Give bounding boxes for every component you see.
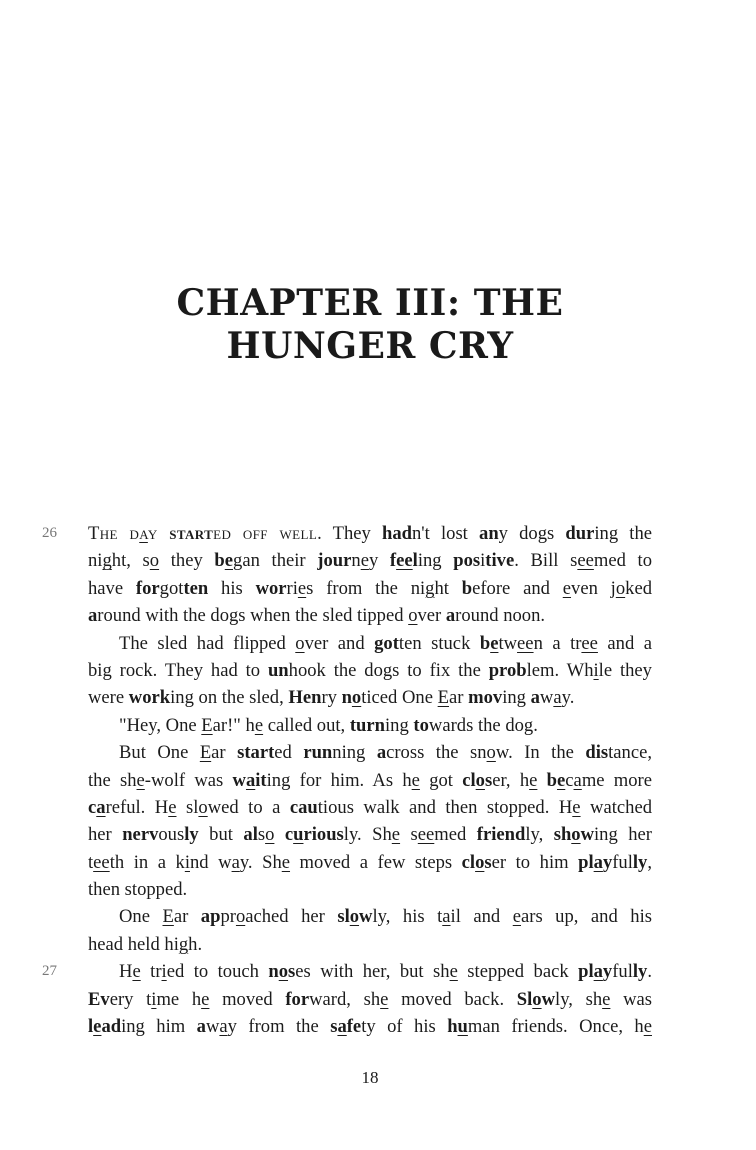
text-segment: ly,: [525, 824, 554, 846]
text-segment: then stopped.: [88, 879, 188, 901]
text-segment: y dogs: [498, 523, 566, 544]
text-segment: for: [135, 577, 160, 599]
text-segment: b: [214, 550, 225, 572]
text-segment: mov: [468, 687, 503, 709]
text-segment: e: [490, 632, 499, 654]
text-segment: w: [232, 769, 246, 791]
text-segment: nerv: [122, 824, 159, 846]
text-segment: a: [376, 742, 387, 764]
text-line: [88, 602, 652, 629]
text-segment: y from the: [227, 1016, 331, 1038]
text-segment: ,: [647, 851, 652, 873]
text-segment: H: [119, 961, 133, 983]
text-segment: pl: [578, 851, 594, 873]
text-segment: g: [102, 550, 112, 572]
text-segment: n: [268, 961, 279, 983]
text-segment: [225, 550, 233, 571]
text-segment: o: [615, 577, 626, 599]
text-segment: s: [400, 824, 418, 846]
text-segment: watched: [580, 796, 652, 818]
text-segment: an: [479, 523, 499, 544]
text-segment: ten stuck: [398, 632, 480, 654]
text-segment: had: [382, 523, 412, 544]
text-segment: ed: [274, 742, 304, 764]
text-segment: e: [602, 988, 611, 1010]
text-segment: a: [593, 961, 603, 983]
text-segment: o: [295, 632, 305, 654]
text-segment: a: [88, 605, 98, 627]
text-segment: but: [198, 824, 244, 846]
text-segment: ee: [417, 824, 435, 846]
text-segment: gan their: [233, 550, 318, 572]
text-segment: dis: [585, 742, 609, 764]
text-segment: called out,: [263, 714, 350, 736]
text-segment: ee: [577, 550, 594, 572]
text-segment: n: [341, 687, 352, 709]
text-line: [88, 931, 652, 958]
text-segment: n a tr: [533, 632, 582, 654]
text-segment: [476, 770, 485, 791]
text-segment: moved back.: [388, 988, 517, 1010]
line-number: 26: [42, 525, 57, 541]
text-segment: e: [168, 796, 177, 818]
text-segment: "Hey, One: [119, 714, 202, 736]
text-segment: round with the dogs when the sled tipped: [97, 605, 409, 627]
text-segment: .: [647, 961, 652, 983]
text-segment: e: [449, 961, 458, 983]
text-segment: y. Sh: [239, 851, 282, 873]
text-segment: e: [512, 906, 521, 928]
text-segment: ked: [625, 577, 652, 599]
text-segment: o: [149, 550, 160, 572]
text-segment: . Bill s: [514, 550, 578, 572]
text-line: [88, 712, 652, 739]
text-segment: me h: [156, 988, 202, 1010]
text-line: [88, 903, 652, 930]
text-segment: y: [147, 523, 170, 544]
text-segment: y: [602, 851, 613, 873]
text-segment: reful. H: [105, 796, 169, 818]
text-segment: med: [434, 824, 477, 846]
text-line: [88, 794, 652, 821]
text-segment: The d: [88, 523, 140, 544]
text-segment: ven j: [571, 577, 616, 599]
text-segment: the sh: [88, 769, 137, 791]
text-segment: efore and: [472, 577, 563, 599]
text-segment: s: [484, 851, 492, 873]
text-segment: ed to touch: [166, 961, 269, 983]
text-segment: a: [593, 851, 603, 873]
text-segment: ful: [612, 961, 633, 983]
text-line: [88, 876, 652, 903]
text-segment: t: [88, 851, 94, 873]
line-number: 27: [42, 963, 57, 979]
text-segment: [279, 961, 288, 982]
text-segment: [537, 770, 546, 791]
text-segment: wards the dog.: [428, 714, 538, 736]
text-segment: g: [178, 933, 189, 955]
text-segment: ap: [200, 906, 221, 928]
text-segment: rious: [303, 824, 344, 846]
text-segment: o: [475, 769, 485, 791]
text-segment: o: [486, 742, 496, 764]
text-segment: a: [530, 687, 540, 709]
text-segment: e: [380, 988, 389, 1010]
text-segment: ni: [88, 550, 103, 572]
text-segment: lem. Wh: [526, 659, 594, 681]
text-segment: w. In the: [495, 742, 586, 764]
text-segment: [396, 550, 413, 571]
text-segment: fe: [346, 1016, 362, 1038]
text-segment: ty of his: [361, 1016, 448, 1038]
text-segment: e: [572, 796, 581, 818]
text-segment: ri: [286, 577, 298, 599]
text-segment: w: [539, 687, 554, 709]
text-segment: cau: [289, 796, 318, 818]
text-segment: turn: [349, 714, 385, 736]
text-segment: y.: [561, 687, 575, 709]
text-segment: cl: [462, 769, 476, 791]
text-segment: s from the ni: [306, 577, 426, 599]
text-segment: ars up, and his: [521, 906, 652, 928]
text-segment: u: [457, 1016, 468, 1038]
text-segment: to: [413, 714, 429, 736]
text-segment: e: [136, 769, 145, 791]
text-segment: al: [243, 824, 258, 846]
text-segment: e: [411, 769, 420, 791]
text-segment: w: [359, 906, 373, 928]
text-segment: ver: [417, 605, 446, 627]
text-segment: a: [573, 769, 582, 791]
text-segment: they: [159, 550, 215, 572]
text-segment: a: [553, 687, 562, 709]
text-segment: moved a few steps: [290, 851, 462, 873]
text-segment: friend: [476, 824, 526, 846]
text-line: [88, 986, 652, 1013]
text-segment: ten: [183, 577, 209, 599]
text-segment: i: [151, 988, 157, 1010]
text-segment: ing him: [121, 1016, 197, 1038]
text-segment: -wolf was: [144, 769, 233, 791]
text-line: [88, 821, 652, 848]
text-segment: run: [303, 742, 333, 764]
text-segment: [594, 852, 603, 873]
text-segment: were: [88, 687, 129, 709]
text-line: [88, 684, 652, 711]
text-segment: er, h: [492, 769, 530, 791]
text-segment: ing: [502, 687, 531, 709]
text-segment: ad: [101, 1016, 122, 1038]
text-segment: ing: [417, 550, 454, 572]
text-segment: un: [267, 659, 289, 681]
text-segment: l: [88, 1016, 94, 1038]
text-segment: e: [132, 961, 141, 983]
text-segment: n: [351, 550, 361, 572]
text-segment: il and: [450, 906, 513, 928]
text-segment: ning: [332, 742, 377, 764]
text-segment: g: [425, 577, 435, 599]
text-segment: wed to a: [207, 796, 290, 818]
text-segment: head held hi: [88, 933, 179, 955]
text-segment: ly, sh: [555, 988, 603, 1010]
text-segment: sh: [553, 824, 572, 846]
text-segment: ached her: [245, 906, 338, 928]
text-segment: b: [461, 577, 473, 599]
text-segment: l: [412, 550, 418, 572]
text-segment: s: [288, 961, 296, 983]
text-segment: e: [281, 851, 291, 873]
text-segment: ing for him. As h: [266, 769, 412, 791]
text-segment: u: [293, 824, 304, 846]
text-segment: Sl: [516, 988, 533, 1010]
text-segment: his: [208, 577, 256, 599]
text-segment: h.: [188, 933, 203, 955]
text-segment: ing her: [594, 824, 652, 846]
text-segment: f: [389, 550, 397, 572]
text-segment: [246, 770, 255, 791]
text-segment: [594, 961, 603, 982]
text-segment: ward, sh: [309, 988, 381, 1010]
text-segment: e: [557, 769, 566, 791]
text-segment: tw: [498, 632, 518, 654]
text-segment: s: [257, 824, 266, 846]
text-segment: e: [93, 1016, 102, 1038]
text-segment: got: [374, 632, 399, 654]
text-segment: me more: [581, 769, 652, 791]
text-segment: e: [391, 824, 401, 846]
text-segment: o: [278, 961, 289, 983]
text-line: [88, 1013, 652, 1040]
text-segment: [475, 852, 484, 873]
text-segment: [352, 687, 361, 708]
text-segment: [458, 1016, 468, 1037]
text-segment: ee: [93, 851, 110, 873]
text-segment: w: [580, 824, 595, 846]
text-segment: h: [447, 1016, 458, 1038]
text-segment: w: [541, 988, 556, 1010]
text-segment: e: [201, 988, 210, 1010]
text-line: [88, 520, 652, 547]
chapter-title-line-1: CHAPTER III: THE: [176, 282, 564, 324]
text-line: [88, 767, 652, 794]
text-line: [88, 849, 652, 876]
text-segment: tious walk and then stopped. H: [317, 796, 573, 818]
text-segment: pl: [578, 961, 594, 983]
text-segment: jour: [317, 550, 352, 572]
text-segment: ed off well: [213, 523, 318, 544]
text-segment: i: [593, 659, 599, 681]
text-line: [88, 958, 652, 985]
text-segment: a: [337, 1016, 347, 1038]
text-segment: o: [475, 851, 485, 873]
text-segment: ing on the sled,: [170, 687, 289, 709]
text-segment: e: [529, 769, 538, 791]
text-segment: it: [255, 769, 267, 791]
text-segment: i: [184, 851, 190, 873]
text-segment: and a: [597, 632, 652, 654]
text-segment: ery t: [109, 988, 152, 1010]
text-segment: moved: [209, 988, 286, 1010]
text-segment: ee: [517, 632, 534, 654]
text-segment: E: [201, 714, 213, 736]
text-segment: sl: [337, 906, 350, 928]
text-segment: wor: [255, 577, 287, 599]
text-segment: o: [235, 906, 246, 928]
text-segment: th in a k: [109, 851, 185, 873]
text-segment: E: [199, 742, 212, 764]
text-segment: ry: [321, 687, 342, 709]
text-segment: a: [442, 906, 451, 928]
text-segment: a: [231, 851, 240, 873]
text-segment: have: [88, 577, 136, 599]
text-segment: i: [161, 961, 167, 983]
text-segment: But One: [119, 742, 200, 764]
text-segment: E: [437, 687, 449, 709]
text-segment: o: [198, 796, 208, 818]
text-segment: o: [265, 824, 275, 846]
text-segment: e: [224, 550, 234, 572]
text-segment: her: [88, 824, 123, 846]
chapter-title: [140, 282, 600, 368]
text-segment: [571, 824, 580, 845]
text-segment: b: [479, 632, 491, 654]
text-segment: start: [169, 523, 214, 544]
text-segment: ar: [449, 687, 469, 709]
text-segment: man friends. Once, h: [467, 1016, 644, 1038]
text-segment: c: [284, 824, 294, 846]
text-segment: a: [196, 1016, 206, 1038]
text-segment: sl: [176, 796, 199, 818]
text-segment: i: [480, 550, 486, 572]
text-segment: ous: [158, 824, 185, 846]
text-segment: ticed One: [361, 687, 438, 709]
text-segment: stepped back: [457, 961, 579, 983]
text-segment: ar: [173, 906, 201, 928]
text-segment: tance,: [608, 742, 652, 764]
text-segment: tive: [485, 550, 515, 572]
text-segment: prob: [488, 659, 527, 681]
text-segment: y: [368, 550, 390, 572]
body-text: [88, 520, 652, 1040]
text-segment: a: [445, 605, 456, 627]
text-segment: pr: [220, 906, 236, 928]
text-segment: med to: [593, 550, 652, 572]
text-segment: pos: [453, 550, 481, 572]
text-segment: a: [245, 769, 256, 791]
text-segment: e: [643, 1016, 652, 1038]
text-segment: ing: [384, 714, 414, 736]
text-segment: round noon.: [455, 605, 546, 627]
text-segment: for: [285, 988, 310, 1010]
text-segment: was: [610, 988, 652, 1010]
text-segment: [96, 797, 105, 818]
text-segment: e: [562, 577, 572, 599]
text-segment: w: [205, 1016, 220, 1038]
text-segment: y: [602, 961, 613, 983]
text-segment: ee: [581, 632, 598, 654]
text-segment: o: [532, 988, 542, 1010]
chapter-title-line-2: HUNGER CRY: [226, 325, 514, 367]
text-segment: er to him: [491, 851, 579, 873]
text-segment: o: [571, 824, 581, 846]
text-segment: e: [297, 577, 307, 599]
text-segment: big rock. They had to: [88, 659, 268, 681]
text-segment: es with her, but sh: [295, 961, 450, 983]
text-segment: ly: [184, 824, 199, 846]
text-segment: [274, 824, 284, 845]
text-segment: got: [159, 577, 184, 599]
text-line: [88, 657, 652, 684]
text-segment: a: [96, 796, 106, 818]
text-segment: ver and: [304, 632, 375, 654]
text-segment: ly: [632, 851, 648, 873]
text-segment: cross the sn: [386, 742, 487, 764]
text-segment: [293, 824, 303, 845]
text-segment: The sled had flipped: [119, 632, 296, 654]
text-segment: c: [565, 769, 574, 791]
text-segment: c: [88, 796, 97, 818]
text-segment: [350, 906, 359, 927]
text-segment: e: [254, 714, 264, 736]
text-segment: e: [360, 550, 369, 572]
text-segment: tr: [140, 961, 162, 983]
text-segment: hook the dogs to fix the: [288, 659, 489, 681]
text-segment: dur: [565, 523, 595, 544]
text-segment: ht: [434, 577, 462, 599]
text-segment: nd w: [189, 851, 232, 873]
text-segment: o: [408, 605, 418, 627]
text-segment: ly, his t: [372, 906, 443, 928]
text-line: [88, 739, 652, 766]
text-segment: a: [139, 523, 148, 544]
text-segment: [532, 989, 541, 1010]
text-segment: ly. Sh: [343, 824, 392, 846]
text-segment: One: [119, 906, 163, 928]
text-segment: ee: [396, 550, 413, 572]
text-segment: start: [237, 742, 275, 764]
text-segment: . They: [317, 523, 383, 544]
text-segment: ar!" h: [212, 714, 255, 736]
text-segment: le they: [598, 659, 652, 681]
text-segment: ht, s: [111, 550, 150, 572]
text-line: [88, 575, 652, 602]
text-segment: o: [351, 687, 362, 709]
text-line: [88, 547, 652, 574]
text-segment: Hen: [288, 687, 322, 709]
page-number: 18: [361, 1068, 379, 1087]
text-segment: s: [330, 1016, 338, 1038]
text-segment: b: [546, 769, 558, 791]
text-segment: ing the: [594, 523, 652, 544]
text-segment: ful: [612, 851, 633, 873]
text-line: [88, 630, 652, 657]
text-segment: Ev: [88, 988, 110, 1010]
text-segment: [337, 1016, 346, 1037]
text-segment: E: [162, 906, 174, 928]
text-segment: got: [419, 769, 463, 791]
text-segment: n't lost: [412, 523, 480, 544]
text-segment: s: [484, 769, 493, 791]
text-segment: work: [128, 687, 171, 709]
text-segment: ar: [211, 742, 238, 764]
text-segment: o: [349, 906, 360, 928]
text-segment: a: [219, 1016, 228, 1038]
text-segment: ly: [632, 961, 648, 983]
text-segment: cl: [461, 851, 476, 873]
